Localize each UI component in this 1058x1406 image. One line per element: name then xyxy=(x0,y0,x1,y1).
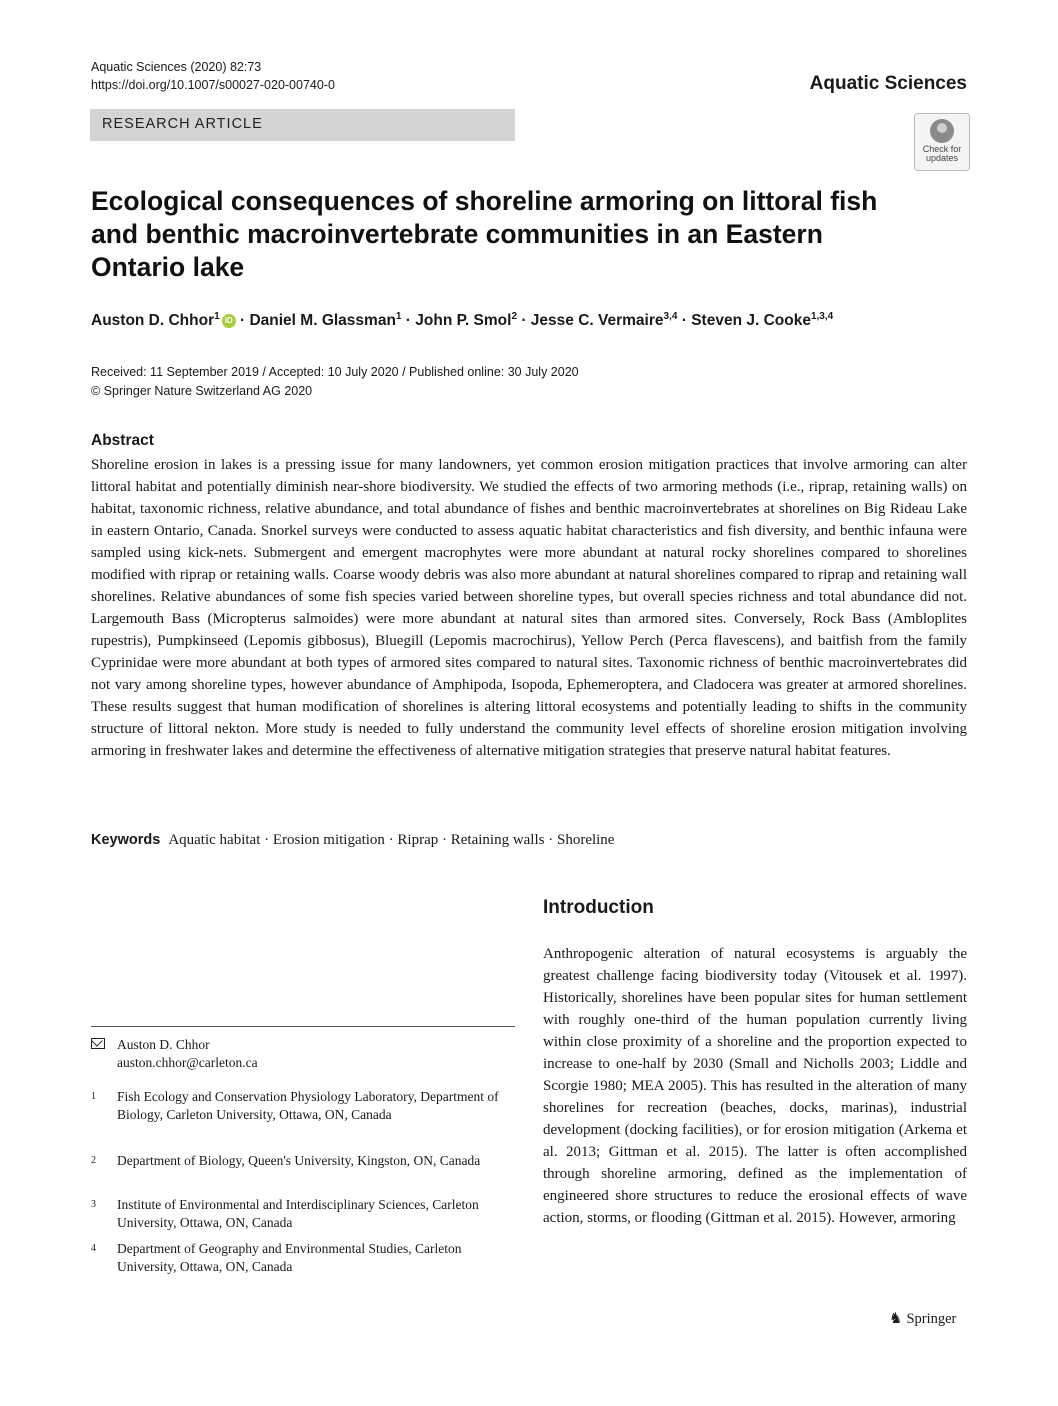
affiliation-1 xyxy=(91,1088,515,1124)
author-name[interactable]: Auston D. Chhor xyxy=(91,312,215,330)
affiliation-number: 1 xyxy=(91,1091,96,1102)
corresponding-author xyxy=(91,1036,258,1072)
affiliation-text: Department of Biology, Queen's University, Kingston, ON, Canada xyxy=(117,1153,481,1168)
author-name[interactable]: Jesse C. Vermaire xyxy=(530,312,664,330)
corresponding-author-name: Auston D. Chhor xyxy=(117,1037,210,1052)
footnote-divider xyxy=(91,1026,515,1027)
introduction-heading: Introduction xyxy=(543,897,654,918)
publisher-name: Springer xyxy=(906,1311,957,1327)
author-separator: · xyxy=(677,312,692,330)
journal-reference xyxy=(91,58,335,94)
author-affiliation: 1 xyxy=(214,311,220,322)
orcid-icon[interactable]: iD xyxy=(222,314,236,328)
keywords-list: Aquatic habitat · Erosion mitigation · Riprap · Retaining walls · Shoreline xyxy=(168,832,615,848)
keywords-label: Keywords xyxy=(91,832,161,848)
author-affiliation: 2 xyxy=(511,311,518,322)
author-name[interactable]: John P. Smol xyxy=(415,312,512,330)
article-type: RESEARCH ARTICLE xyxy=(102,116,263,132)
keywords xyxy=(91,832,614,849)
author-name[interactable]: Daniel M. Glassman xyxy=(249,312,396,330)
check-updates-line1: Check for xyxy=(922,144,962,154)
affiliation-3 xyxy=(91,1196,515,1232)
springer-horse-icon: ♞ xyxy=(889,1311,903,1327)
affiliation-number: 3 xyxy=(91,1199,96,1210)
journal-citation: Aquatic Sciences (2020) 82:73 xyxy=(91,60,262,74)
article-type-bar xyxy=(90,109,515,141)
doi-link[interactable]: https://doi.org/10.1007/s00027-020-00740-0 xyxy=(91,78,335,92)
abstract-heading: Abstract xyxy=(91,432,154,449)
affiliation-text: Fish Ecology and Conservation Physiology Laboratory, Department of Biology, Carleton University, Ottawa, ON, Canada xyxy=(117,1089,499,1122)
author-name[interactable]: Steven J. Cooke xyxy=(691,312,811,330)
publisher-logo xyxy=(889,1309,956,1328)
affiliation-number: 4 xyxy=(91,1243,96,1254)
author-separator: · xyxy=(401,312,416,330)
check-updates-line2: updates xyxy=(925,153,959,163)
author-affiliation: 1 xyxy=(395,311,402,322)
affiliation-4 xyxy=(91,1240,515,1276)
affiliation-2 xyxy=(91,1152,515,1170)
author-separator: · xyxy=(235,312,250,330)
journal-name: Aquatic Sciences xyxy=(809,73,967,94)
author-affiliation: 3,4 xyxy=(663,311,678,322)
article-title: Ecological consequences of shoreline armoring on littoral fish and benthic macroinvertebrate communities in an Eastern Ontario lake xyxy=(91,186,878,282)
date-history: Received: 11 September 2019 / Accepted: 10 July 2020 / Published online: 30 July 2020 xyxy=(91,365,579,379)
copyright: © Springer Nature Switzerland AG 2020 xyxy=(91,384,313,398)
introduction-text: Anthropogenic alteration of natural ecosystems is arguably the greatest challenge facing biodiversity today (Vitousek et al. 1997). Historically, shorelines have been popular sites for human settlement with roughly one-third of the human population currently living within close proximity of a shoreline and the proportion expected to increase to one-half by 2030 (Small and Nicholls 2003; Liddle and Scorgie 1980; MEA 2005). This has resulted in the alteration of many shorelines for recreation (beaches, docks, marinas), industrial development (docking facilities), or for erosion mitigation (Arkema et al. 2013; Gittman et al. 2015). The latter is often accomplished through shoreline armoring, defined as the implementation of engineered shore structures to reduce the erosional effects of wave action, storms, or flooding (Gittman et al. 2015). However, armoring xyxy=(543,946,967,1226)
envelope-icon xyxy=(91,1038,105,1049)
abstract-text: Shoreline erosion in lakes is a pressing issue for many landowners, yet common erosion mitigation practices that involve armoring can alter littoral habitat and potentially diminish near-shore biodiversity. We studied the effects of two armoring methods (i.e., riprap, retaining walls) on habitat, taxonomic richness, relative abundance, and total abundance of fishes and benthic macroinvertebrates at shorelines on Big Rideau Lake in eastern Ontario, Canada. Snorkel surveys were conducted to assess aquatic habitat characteristics and fish diversity, and benthic infauna were sampled using kick-nets. Submergent and emergent macrophytes were more abundant at natural rocky shorelines compared to shorelines modified with riprap or retaining walls. Coarse woody debris was also more abundant at natural shorelines compared to riprap and retaining wall shorelines. Relative abundances of some fish species varied between shoreline types, but overall species richness and total abundance did not. Largemouth Bass (Micropterus salmoides) were more abundant at natural sites than armored sites. Conversely, Rock Bass (Ambloplites rupestris), Pumpkinseed (Lepomis gibbosus), Bluegill (Lepomis macrochirus), Yellow Perch (Perca flavescens), and baitfish from the family Cyprinidae were more abundant at both types of armored sites compared to natural sites. Taxonomic richness of benthic macroinvertebrates did not vary among shoreline types, however abundance of Amphipoda, Isopoda, Ephemeroptera, and Cladocera was greater at armored shorelines. These results suggest that human modification of shorelines is altering littoral ecosystems and potentially leading to shifts in the community structure of littoral nekton. More study is needed to fully understand the community level effects of shoreline erosion mitigation involving armoring in freshwater lakes and determine the effectiveness of alternative mitigation strategies that preserve natural habitat features. xyxy=(91,457,967,759)
affiliation-number: 2 xyxy=(91,1155,96,1166)
author-affiliation: 1,3,4 xyxy=(810,311,834,322)
author-separator: · xyxy=(517,312,531,330)
affiliation-text: Department of Geography and Environmental Studies, Carleton University, Ottawa, ON, Canada xyxy=(117,1241,462,1274)
corresponding-author-email[interactable]: auston.chhor@carleton.ca xyxy=(117,1055,258,1070)
check-updates-icon xyxy=(930,119,954,143)
author-list xyxy=(91,311,833,330)
check-for-updates-badge[interactable] xyxy=(914,113,970,171)
publication-dates xyxy=(91,363,579,401)
affiliation-text: Institute of Environmental and Interdisciplinary Sciences, Carleton University, Ottawa, ON, Canada xyxy=(117,1197,479,1230)
